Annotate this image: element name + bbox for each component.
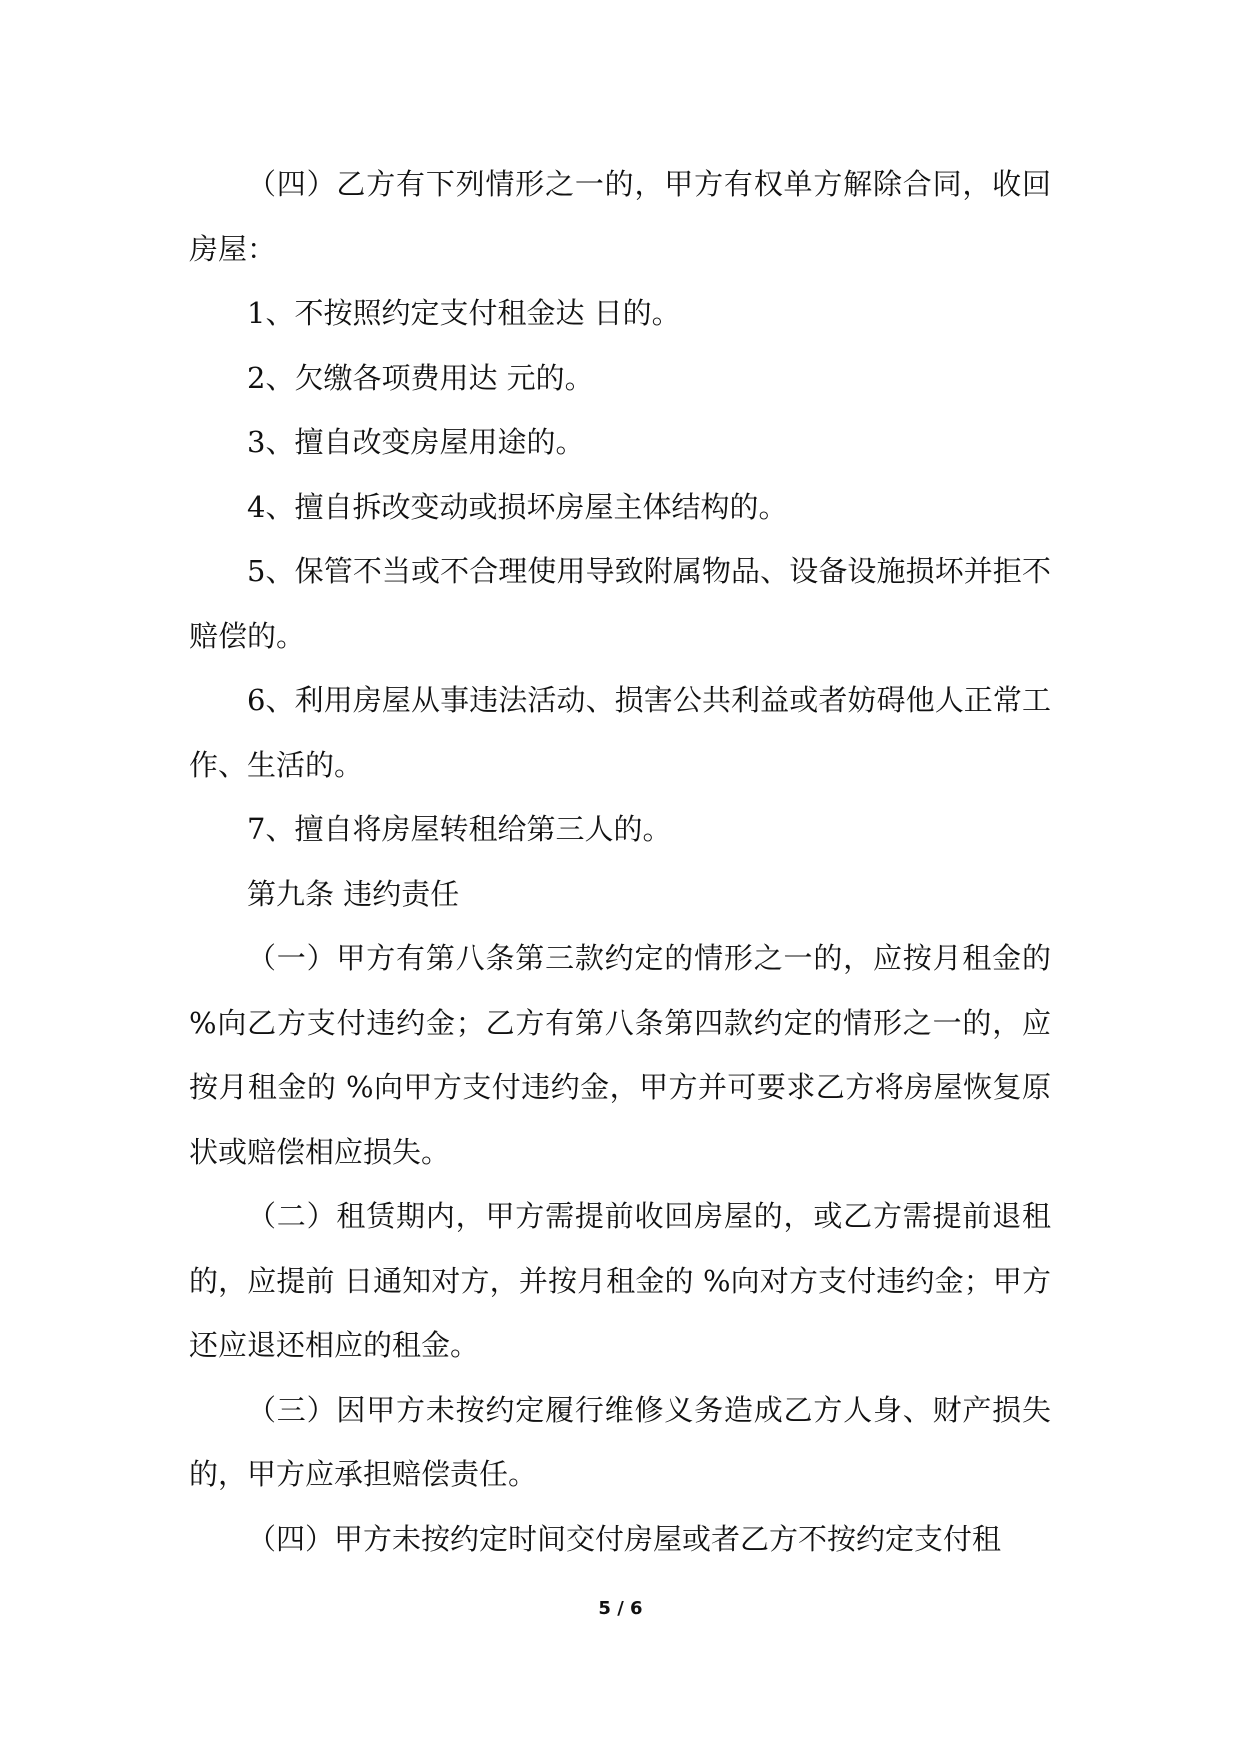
document-body [189, 152, 1051, 1571]
list-item-structural-damage: 4、擅自拆改变动或损坏房屋主体结构的。 [247, 489, 788, 524]
list-item-equipment-damage: 5、保管不当或不合理使用导致附属物品、设备设施损坏并拒不赔偿的。 [189, 554, 1051, 653]
page-number: 5 / 6 [598, 1598, 643, 1619]
paragraph-liability-three: （三）因甲方未按约定履行维修义务造成乙方人身、财产损失的，甲方应承担赔偿责任。 [189, 1392, 1051, 1491]
paragraph-termination-clause: （四）乙方有下列情形之一的，甲方有权单方解除合同，收回房屋： [189, 167, 1051, 266]
paragraph-liability-one: （一）甲方有第八条第三款约定的情形之一的，应按月租金的 %向乙方支付违约金；乙方有第八条第四款约定的情形之一的，应按月租金的 %向甲方支付违约金，甲方并可要求乙方将房屋恢复原状或赔偿相应损失。 [189, 941, 1051, 1169]
list-item-change-usage: 3、擅自改变房屋用途的。 [247, 425, 585, 459]
paragraph-liability-two: （二）租赁期内，甲方需提前收回房屋的，或乙方需提前退租的，应提前 日通知对方，并按月租金的 %向对方支付违约金；甲方还应退还相应的租金。 [189, 1199, 1051, 1362]
list-item-fees-arrears: 2、欠缴各项费用达 元的。 [247, 360, 594, 395]
list-item-illegal-activity: 6、利用房屋从事违法活动、损害公共利益或者妨碍他人正常工作、生活的。 [189, 683, 1051, 782]
paragraph-liability-four: （四）甲方未按约定时间交付房屋或者乙方不按约定支付租 [247, 1521, 1002, 1556]
list-item-sublet: 7、擅自将房屋转租给第三人的。 [247, 812, 672, 846]
list-item-rent-overdue: 1、不按照约定支付租金达 日的。 [247, 296, 681, 330]
section-heading-article-nine: 第九条 违约责任 [247, 876, 460, 911]
